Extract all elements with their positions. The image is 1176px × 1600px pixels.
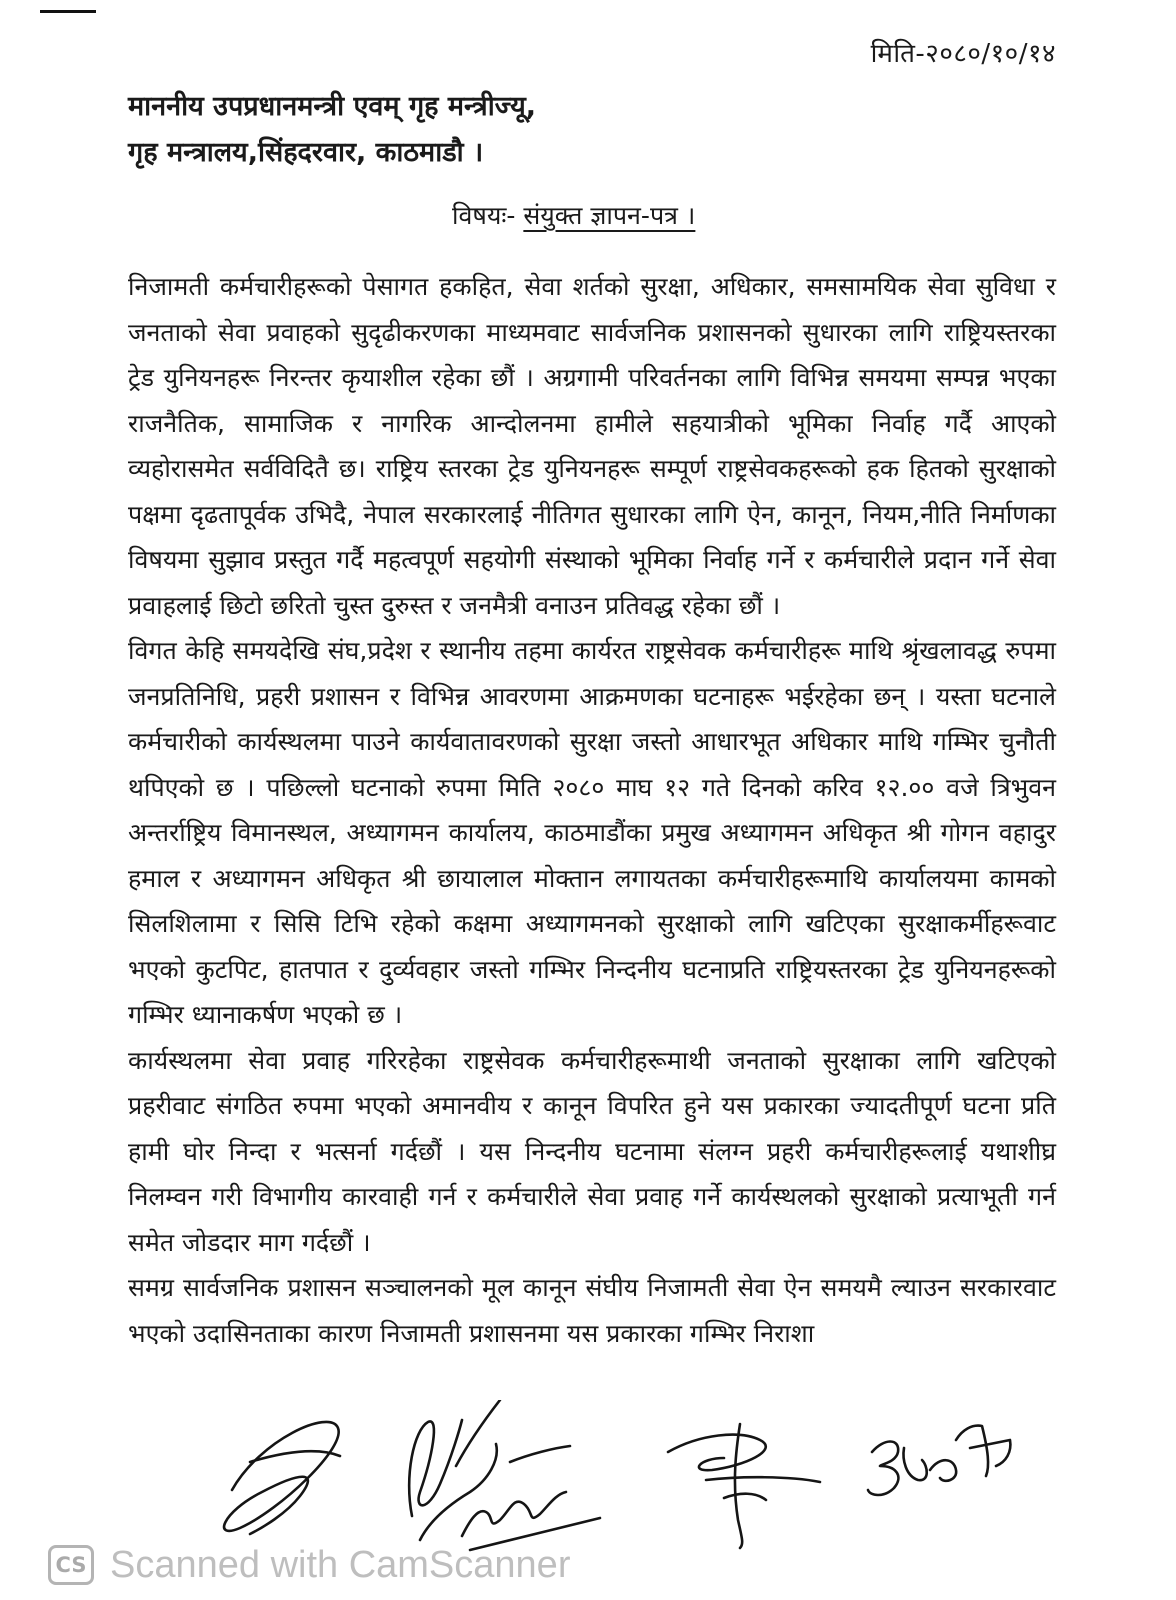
paragraph-3: कार्यस्थलमा सेवा प्रवाह गरिरहेका राष्ट्रसेवक कर्मचारीहरूमाथी जनताको सुरक्षाका लागि खटिएको प्रहरीवाट संगठित रुपमा भएको अमानवीय र कानून विपरित हुने यस प्रकारका ज्यादतीपूर्ण घटना प्रति हामी घोर निन्दा र भत्सर्ना गर्दछौं । यस निन्दनीय घटनामा संलग्न प्रहरी कर्मचारीहरूलाई यथाशीघ्र निलम्वन गरी विभागीय कारवाही गर्न र कर्मचारीले सेवा प्रवाह गर्ने कार्यस्थलको सुरक्षाको प्रत्याभूती गर्न समेत जोडदार माग गर्दछौं । xyxy=(128,1045,1056,1257)
paragraph-4: समग्र सार्वजनिक प्रशासन सञ्चालनको मूल कानून संघीय निजामती सेवा ऐन समयमै ल्याउन सरकारवाट भएको उदासिनताका कारण निजामती प्रशासनमा यस प्रकारका गम्भिर निराशा xyxy=(128,1273,1056,1348)
camscanner-watermark xyxy=(48,1543,570,1587)
subject-value: संयुक्त ज्ञापन-पत्र । xyxy=(523,201,696,230)
addressee-line-1: माननीय उपप्रधानमन्त्री एवम् गृह मन्त्रीज्यू, xyxy=(128,91,537,122)
letter-date: मिति-२०८०/१०/१४ xyxy=(870,39,1056,69)
signature-5 xyxy=(868,1426,1010,1495)
paragraph-1: निजामती कर्मचारीहरूको पेसागत हकहित, सेवा शर्तको सुरक्षा, अधिकार, समसामयिक सेवा सुविधा र जनताको सेवा प्रवाहको सुदृढीकरणका माध्यमवाट सार्वजनिक प्रशासनको सुधारका लागि राष्ट्रियस्तरका ट्रेड युनियनहरू निरन्तर कृयाशील रहेका छौं । अग्रगामी परिवर्तनका लागि विभिन्न समयमा सम्पन्न भएका राजनैतिक, सामाजिक र नागरिक आन्दोलनमा हामीले सहयात्रीको भूमिका निर्वाह गर्दै आएको व्यहोरासमेत सर्वविदितै छ। राष्ट्रिय स्तरका ट्रेड युनियनहरू सम्पूर्ण राष्ट्रसेवकहरूको हक हितको सुरक्षाको पक्षमा दृढतापूर्वक उभिदै, नेपाल सरकारलाई नीतिगत सुधारका लागि ऐन, कानून, नियम,नीति निर्माणका विषयमा सुझाव प्रस्तुत गर्दै महत्वपूर्ण सहयोगी संस्थाको भूमिका निर्वाह गर्ने र कर्मचारीले प्रदान गर्ने सेवा प्रवाहलाई छिटो छरितो चुस्त दुरुस्त र जनमैत्री वनाउन प्रतिवद्ध रहेका छौं । xyxy=(128,272,1056,620)
watermark-text: Scanned with CamScanner xyxy=(110,1543,571,1586)
addressee-line-2: गृह मन्त्रालय,सिंहदरवार, काठमाडौ । xyxy=(128,137,484,168)
paragraph-2: विगत केहि समयदेखि संघ,प्रदेश र स्थानीय तहमा कार्यरत राष्ट्रसेवक कर्मचारीहरू माथि श्रृंखलावद्ध रुपमा जनप्रतिनिधि, प्रहरी प्रशासन र विभिन्न आवरणमा आक्रमणका घटनाहरू भईरहेका छन् । यस्ता घटनाले कर्मचारीको कार्यस्थलमा पाउने कार्यवातावरणको सुरक्षा जस्तो आधारभूत अधिकार माथि गम्भिर चुनौती थपिएको छ । पछिल्लो घटनाको रुपमा मिति २०८० माघ १२ गते दिनको करिव १२.०० वजे त्रिभुवन अन्तर्राष्ट्रिय विमानस्थल, अध्यागमन कार्यालय, काठमाडौंका प्रमुख अध्यागमन अधिकृत श्री गोगन वहादुर हमाल र अध्यागमन अधिकृत श्री छायालाल मोक्तान लगायतका कर्मचारीहरूमाथि कार्यालयमा कामको सिलशिलामा र सिसि टिभि रहेको कक्षमा अध्यागमनको सुरक्षाको लागि खटिएका सुरक्षाकर्मीहरूवाट भएको कुटपिट, हातपात र दुर्व्यवहार जस्तो गम्भिर निन्दनीय घटनाप्रति राष्ट्रियस्तरका ट्रेड युनियनहरूको गम्भिर ध्यानाकर्षण भएको छ । xyxy=(128,636,1056,1029)
letter-body xyxy=(128,264,1056,1356)
addressee-block xyxy=(128,84,536,176)
signature-4 xyxy=(668,1424,820,1548)
subject-line xyxy=(452,198,695,232)
subject-label: विषयः- xyxy=(452,201,516,230)
signature-1 xyxy=(224,1422,340,1534)
camscanner-logo-icon: CS xyxy=(48,1545,94,1585)
top-left-rule xyxy=(40,10,96,13)
signature-2 xyxy=(409,1400,500,1540)
signature-3 xyxy=(462,1446,600,1550)
